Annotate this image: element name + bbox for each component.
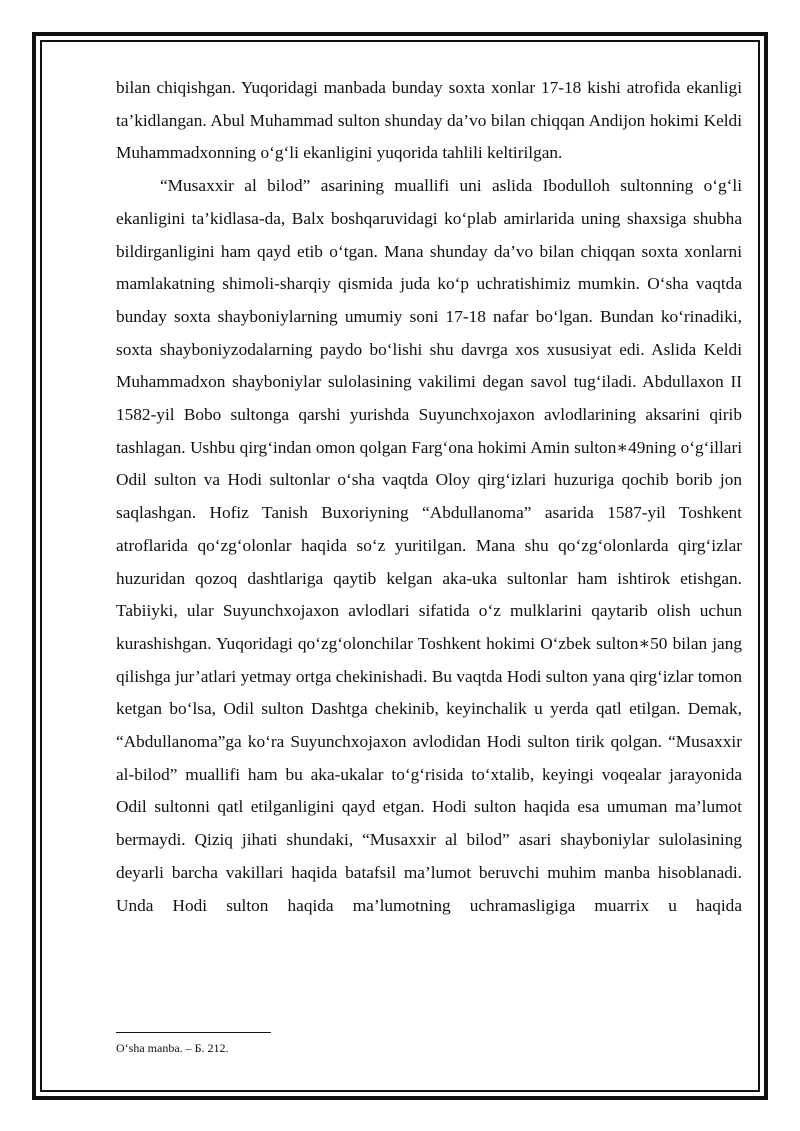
footnote-separator	[116, 1032, 271, 1033]
paragraph-1: bilan chiqishgan. Yuqoridagi manbada bunday soxta xonlar 17-18 kishi atrofida ekanligi ta’kidlangan. Abul Muhammad sulton shunday da’vo bilan chiqqan Andijon hokimi Keldi Muhammadxonning o‘g‘li ekanligini yuqorida tahlili keltirilgan.	[116, 78, 742, 163]
footnote: O‘sha manba. – Б. 212.	[116, 1041, 229, 1055]
page-body	[116, 72, 742, 922]
paragraph-2: “Musaxxir al bilod” asarining muallifi uni aslida Ibodulloh sultonning o‘g‘li ekanligini ta’kidlasa-da, Balx boshqaruvidagi ko‘plab amirlarida uning shaxsiga shubha bildirganligini ham qayd etib o‘tgan. Mana shunday da’vo bilan chiqqan soxta xonlarni mamlakatning shimoli-sharqiy qismida juda ko‘p uchratishimiz mumkin. O‘sha vaqtda bunday soxta shayboniylarning umumiy soni 17-18 nafar bo‘lgan. Bundan ko‘rinadiki, soxta shayboniyzodalarning paydo bo‘lishi shu davrga xos xususiyat edi. Aslida Keldi Muhammadxon shayboniylar sulolasining vakilimi degan savol tug‘iladi. Abdullaxon II 1582-yil Bobo sultonga qarshi yurishda Suyunchxojaxon avlodlarining aksarini qirib tashlagan. Ushbu qirg‘indan omon qolgan Farg‘ona hokimi Amin sulton∗49ning o‘g‘illari Odil sulton va Hodi sultonlar o‘sha vaqtda Oloy qirg‘izlari huzuriga qochib borib jon saqlashgan. Hofiz Tanish Buxoriyning “Abdullanoma” asarida 1587-yil Toshkent atroflarida qo‘zg‘olonlar haqida so‘z yuritilgan. Mana shu qo‘zg‘olonlarda qirg‘izlar huzuridan qozoq dashtlariga qaytib kelgan aka-uka sultonlar ham ishtirok etishgan. Tabiiyki, ular Suyunchxojaxon avlodlari sifatida o‘z mulklarini qaytarib olish uchun kurashishgan. Yuqoridagi qo‘zg‘olonchilar Toshkent hokimi O‘zbek sulton∗50 bilan jang qilishga jur’atlari yetmay ortga chekinishadi. Bu vaqtda Hodi sulton yana qirg‘izlar tomon ketgan bo‘lsa, Odil sulton Dashtga chekinib, keyinchalik u yerda qatl etilgan. Demak, “Abdullanoma”ga ko‘ra Suyunchxojaxon avlodidan Hodi sulton tirik qolgan. “Musaxxir al-bilod” muallifi ham bu aka-ukalar to‘g‘risida to‘xtalib, keyingi voqealar jarayonida Odil sultonni qatl etilganligini qayd etgan. Hodi sulton haqida esa umuman ma’lumot bermaydi. Qiziq jihati shundaki, “Musaxxir al bilod” asari shayboniylar sulolasining deyarli barcha vakillari haqida batafsil ma’lumot beruvchi muhim manba hisoblanadi. Unda Hodi sulton haqida ma’lumotning uchramasligiga muarrix u haqida	[116, 176, 742, 915]
